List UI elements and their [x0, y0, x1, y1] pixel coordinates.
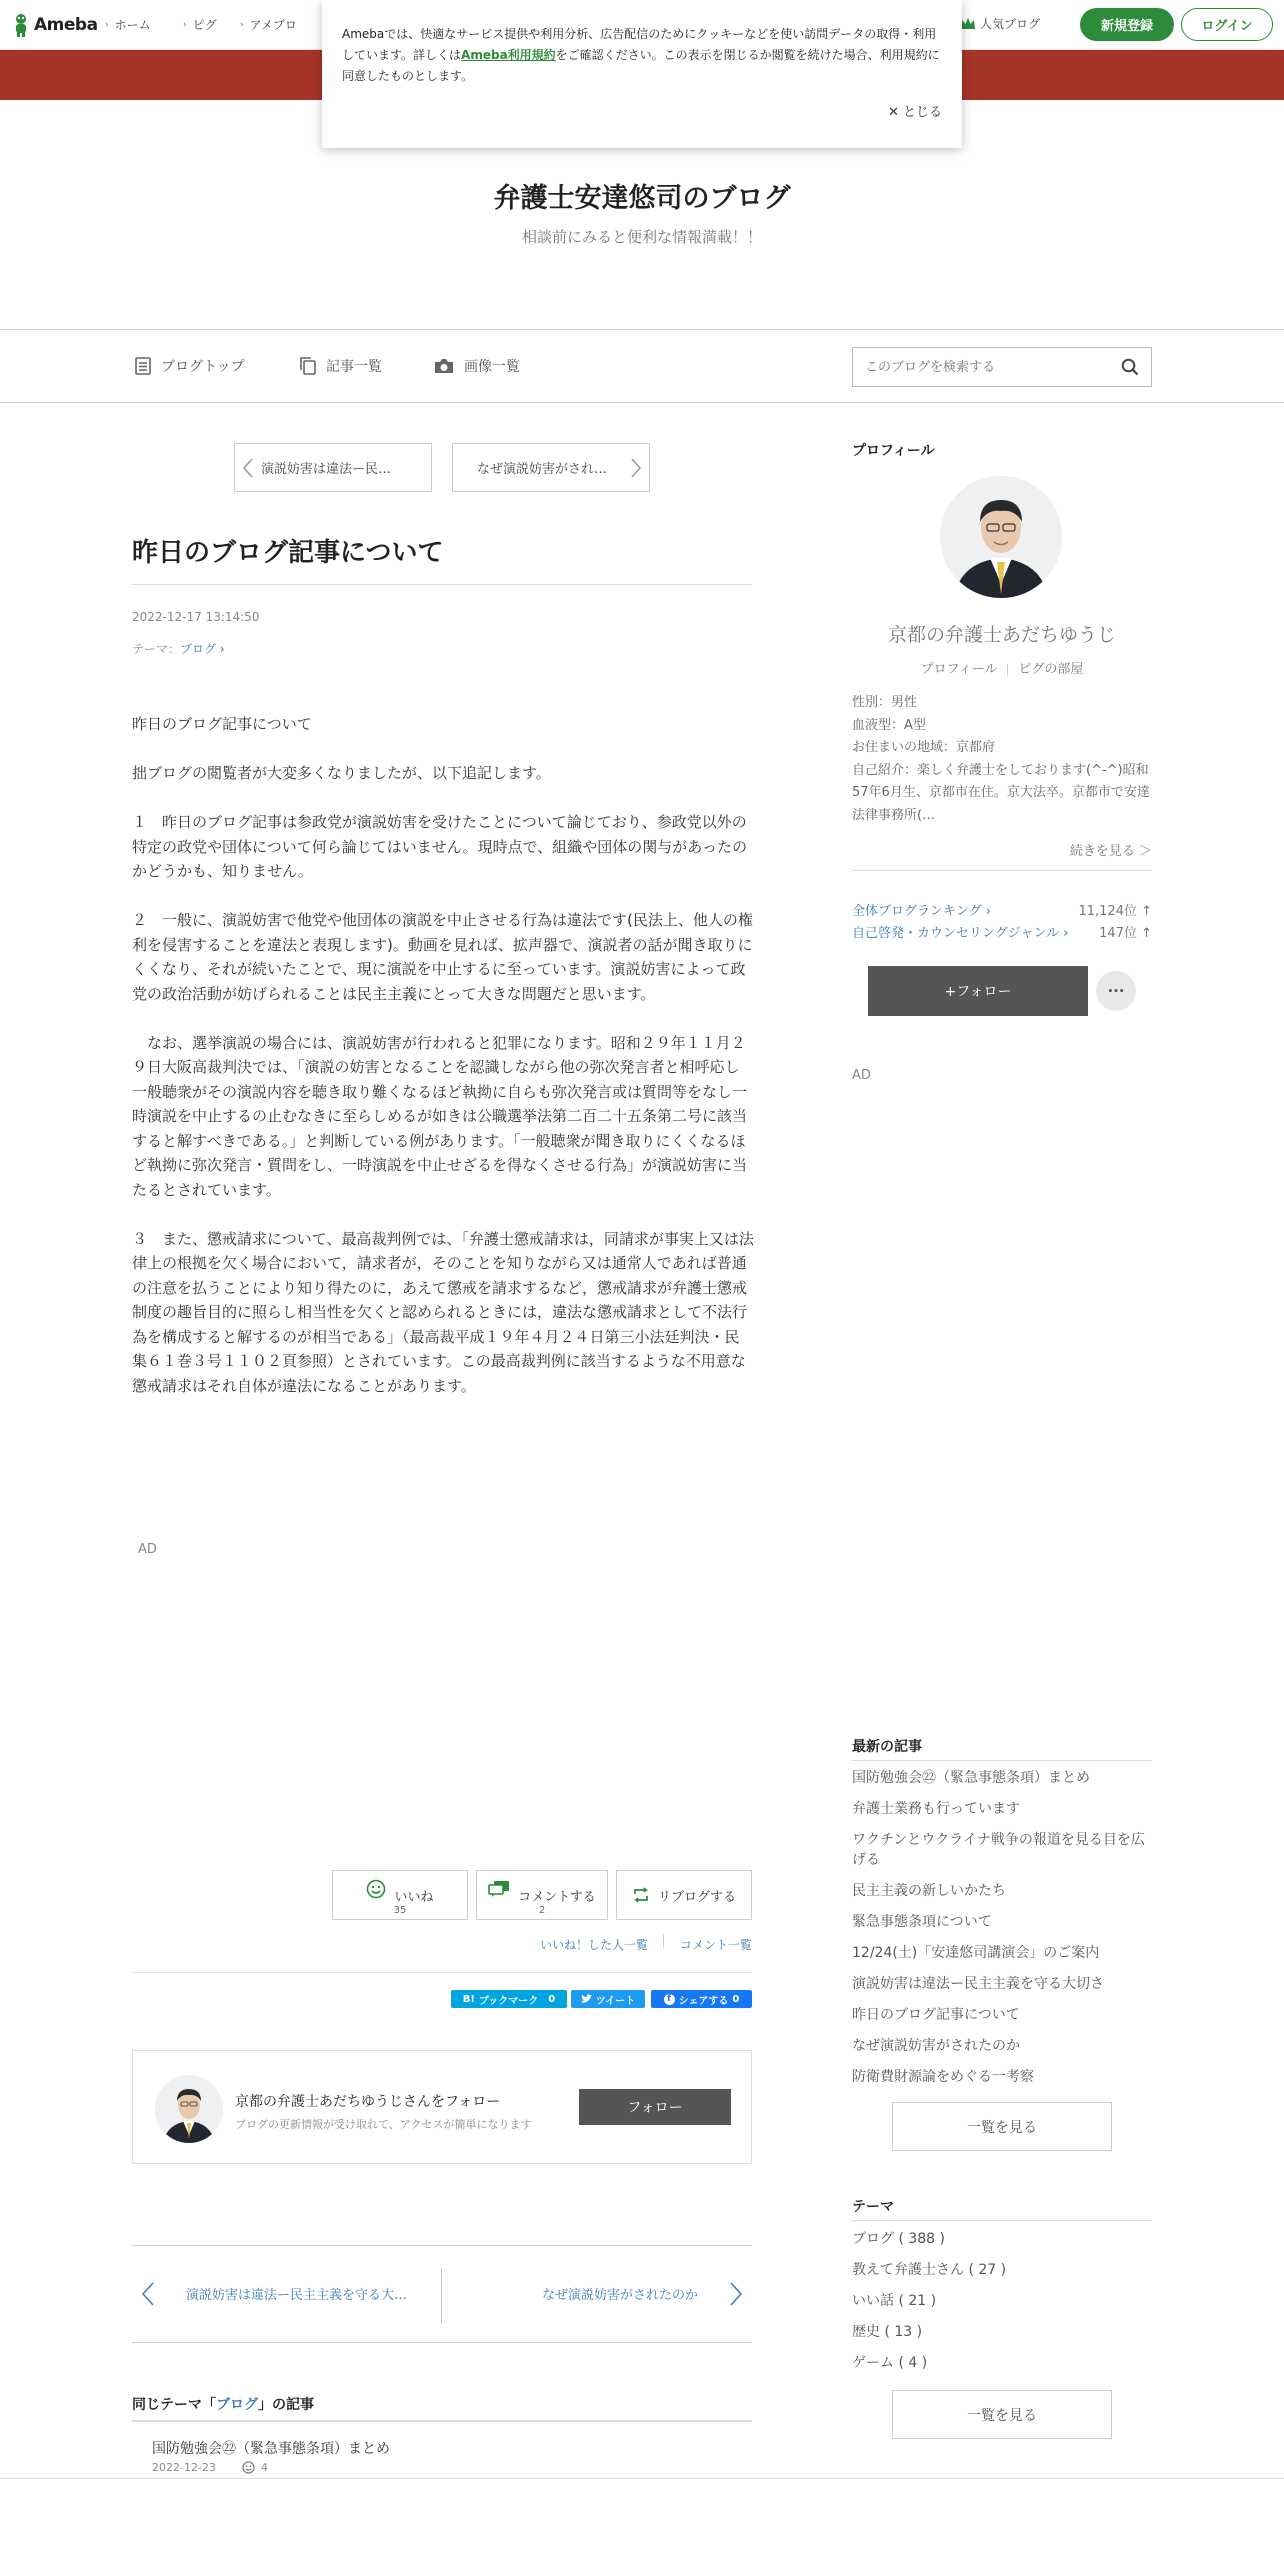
entry-paragraph: なお、選挙演説の場合には、演説妨害が行われると犯罪になります。昭和２９年１１月２９日大阪高裁判決では、「演説の妨害となることを認識しながら他の弥次発言者と相呼応し一般聴衆がその演説内容を聴き取り難くなるほど執拗に自らも弥次発言或は質問等をなし一時演説を中止するの止むなきに至らしめるが如きは公職選挙法第二百二十五条第二号に該当すると解すべきである。」と判断している例があります。「一般聴衆が聞き取りにくくなるほど執拗に弥次発言・質問をし、一時演説を中止せざるを得なくさせる行為」が演説妨害に当たるとされています。: [132, 1033, 748, 1199]
same-theme-prefix: 同じテーマ「: [132, 2397, 216, 2413]
entry-title: 昨日のブログ記事について: [132, 538, 444, 568]
facebook-count: 0: [732, 1993, 740, 2005]
nav-ameblo-label: アメブロ: [249, 18, 297, 32]
blog-top-link[interactable]: [135, 356, 245, 376]
profile-blood-type: 血液型：A型: [852, 717, 926, 733]
follow-button[interactable]: +フォロー: [868, 966, 1088, 1016]
theme-link[interactable]: ブログ: [180, 642, 217, 656]
nav-pig-label: ピグ: [192, 18, 217, 32]
same-theme-heading: [132, 2394, 314, 2414]
profile-name[interactable]: 京都の弁護士あだちゆうじ: [887, 624, 1116, 646]
popular-blogs-label: 人気ブログ: [980, 17, 1041, 31]
follow-box: [132, 2050, 752, 2164]
ameba-logo[interactable]: [12, 13, 98, 37]
latest-entry-link[interactable]: 緊急事態条項について: [852, 1914, 992, 1930]
same-theme-entry-date: 2022-12-23: [152, 2461, 216, 2474]
next-entry-link[interactable]: なぜ演説妨害がされたのか: [541, 2288, 698, 2303]
cookie-close-label: とじる: [902, 105, 942, 120]
ranking-genre: [852, 922, 1152, 941]
likes-list-link[interactable]: いいね！した人一覧: [540, 1938, 649, 1952]
ranking-overall: [852, 900, 1152, 919]
ranking-genre-value: 147位 ↑: [1099, 926, 1152, 941]
blog-nav: [0, 329, 1284, 403]
entry-date: 2022-12-17 13:14:50: [132, 610, 260, 624]
crown-icon: [960, 17, 976, 31]
divider: [0, 2478, 1284, 2479]
chevron-right-icon: ›: [1059, 926, 1069, 941]
entry-paragraph: ２ 一般に、演説妨害で他党や他団体の演説を中止させる行為は違法です(民法上、他人の権利を侵害することを違法と表現します)。動画を見れば、拡声器で、演説者の話が聞き取りにくくなり、それが続いたことで、現に演説を中止するに至っています。演説妨害によって政党の政治活動が妨げられることは民主主義にとって大きな問題だと思います。: [132, 911, 753, 1003]
same-theme-link[interactable]: ブログ: [216, 2397, 258, 2413]
next-entry-button[interactable]: [452, 443, 650, 492]
blog-top-label: ブログトップ: [161, 359, 245, 375]
entry-navigation: [132, 2245, 752, 2343]
prev-entry-link[interactable]: 演説妨害は違法ー民主主義を守る大…: [186, 2288, 408, 2303]
search-icon[interactable]: [1121, 358, 1139, 376]
entry-theme: [132, 640, 225, 657]
like-button[interactable]: [332, 1870, 468, 1920]
avatar: [155, 2075, 223, 2143]
nav-home-label: ホーム: [114, 18, 151, 32]
chevron-left-icon[interactable]: [142, 2282, 154, 2306]
prev-entry-button[interactable]: [234, 443, 432, 492]
camera-icon: [434, 358, 454, 374]
tweet-button[interactable]: [571, 1990, 645, 2008]
entry-paragraph: 昨日のブログ記事について: [132, 715, 312, 733]
chevron-right-icon: ›: [216, 642, 225, 656]
prev-entry-label: 演説妨害は違法ー民…: [261, 462, 392, 477]
smile-icon: [366, 1879, 386, 1899]
terms-link[interactable]: Ameba利用規約: [461, 48, 556, 62]
profile-heading: プロフィール: [852, 443, 935, 459]
close-icon: ✕: [887, 105, 903, 120]
nav-ameblo[interactable]: [240, 16, 297, 33]
latest-entry-link[interactable]: ワクチンとウクライナ戦争の報道を見る目を広げる: [852, 1832, 1145, 1868]
cookie-text-2: をご確認ください。この表示を閉じるか閲覧を続けた場合、利用規約に同意したものとします。: [342, 48, 940, 83]
chevron-left-icon: [243, 458, 253, 478]
hatena-label: ブックマーク: [478, 1995, 539, 2007]
comments-list-link[interactable]: コメント一覧: [680, 1938, 753, 1952]
same-theme-entry-link[interactable]: 国防勉強会㉒（緊急事態条項）まとめ: [152, 2441, 390, 2457]
cookie-consent-dialog: [322, 0, 962, 148]
divider: [132, 2420, 752, 2422]
facebook-label: シェアする: [678, 1995, 729, 2007]
divider: [852, 870, 1152, 871]
comment-count: 2: [538, 1905, 546, 1916]
follow-title: 京都の弁護士あだちゆうじさんをフォロー: [235, 2094, 501, 2110]
profile-more-link[interactable]: 続きを見る ＞: [1069, 844, 1152, 859]
theme-heading: テーマ: [852, 2199, 894, 2215]
hatena-count: 0: [548, 1993, 556, 2005]
theme-item[interactable]: 歴史 ( 13 ): [852, 2324, 923, 2340]
latest-entries-heading: 最新の記事: [852, 1739, 922, 1755]
hatena-icon: B!: [462, 1993, 475, 2005]
divider: [852, 1760, 1152, 1761]
ranking-genre-link[interactable]: 自己啓発・カウンセリングジャンル: [852, 926, 1060, 941]
divider: [441, 2268, 442, 2324]
nav-pig[interactable]: [183, 16, 217, 33]
same-theme-entry-likes: 4: [260, 2461, 268, 2474]
entry-body: [132, 712, 754, 1423]
facebook-icon: f: [664, 1994, 675, 2005]
chevron-right-icon: ›: [105, 19, 109, 30]
twitter-icon: [581, 1994, 592, 2004]
latest-entry-link[interactable]: 演説妨害は違法ー民主主義を守る大切さ: [852, 1976, 1104, 1992]
theme-item[interactable]: ゲーム ( 4 ): [852, 2355, 928, 2371]
theme-label: テーマ：: [132, 642, 181, 656]
theme-list: [852, 2229, 1152, 2384]
chevron-right-icon: ›: [240, 19, 244, 30]
hatena-bookmark-button[interactable]: [451, 1990, 567, 2008]
image-list-label: 画像一覧: [464, 359, 520, 375]
pig-room-link[interactable]: ピグの部屋: [1018, 662, 1084, 677]
reblog-label: リブログする: [657, 1889, 736, 1905]
divider: [132, 1972, 752, 1973]
like-label: いいね: [394, 1889, 434, 1905]
divider: [1007, 664, 1008, 676]
smile-icon: [242, 2461, 255, 2474]
copy-icon: [300, 357, 316, 375]
more-options-icon[interactable]: ···: [1096, 971, 1136, 1011]
theme-item[interactable]: ブログ ( 388 ): [852, 2231, 945, 2247]
chevron-right-icon: [631, 458, 641, 478]
same-theme-suffix: 」の記事: [258, 2397, 314, 2413]
divider: [132, 584, 752, 585]
reblog-icon: [632, 1887, 650, 1903]
comment-button[interactable]: [476, 1870, 608, 1920]
ranking-overall-link[interactable]: 全体ブログランキング: [852, 904, 982, 919]
nav-home[interactable]: [105, 16, 151, 33]
ad-label: AD: [138, 1542, 157, 1557]
follow-button[interactable]: フォロー: [579, 2089, 731, 2125]
popular-blogs-link[interactable]: [960, 15, 1040, 32]
next-entry-label: なぜ演説妨害がされ…: [477, 462, 608, 477]
tweet-label: ツイート: [595, 1995, 636, 2007]
divider: [852, 2220, 1152, 2221]
latest-entry-link[interactable]: なぜ演説妨害がされたのか: [852, 2038, 1020, 2054]
ad-label: AD: [852, 1068, 871, 1083]
logo-text: Ameba: [34, 15, 98, 35]
chevron-right-icon[interactable]: [730, 2282, 742, 2306]
ranking-overall-value: 11,124位 ↑: [1078, 904, 1152, 919]
blog-search: [852, 347, 1152, 387]
latest-entry-link[interactable]: 民主主義の新しいかたち: [852, 1883, 1006, 1899]
divider: [663, 1934, 664, 1948]
profile-intro: 自己紹介：楽しく弁護士をしております(^-^)昭和57年6月生、京都市在住。京大法卒。京都市で安達法律事務所(…: [852, 762, 1150, 823]
profile-link[interactable]: プロフィール: [920, 662, 998, 677]
document-icon: [135, 357, 151, 375]
theme-list-more-button[interactable]: 一覧を見る: [892, 2390, 1112, 2439]
latest-entries-list: [852, 1768, 1152, 2098]
entry-paragraph: 拙ブログの閲覧者が大変多くなりましたが、以下追記します。: [132, 764, 551, 782]
theme-item[interactable]: いい話 ( 21 ): [852, 2293, 937, 2309]
cookie-close-button[interactable]: [888, 102, 942, 123]
latest-entry-link[interactable]: 国防勉強会㉒（緊急事態条項）まとめ: [852, 1770, 1090, 1786]
like-count: 35: [393, 1905, 407, 1916]
entry-list-label: 記事一覧: [326, 359, 382, 375]
login-button[interactable]: ログイン: [1181, 8, 1273, 41]
latest-entry-link[interactable]: 防衛費財源論をめぐる一考察: [852, 2069, 1034, 2085]
latest-entry-link[interactable]: 12/24(土)「安達悠司講演会」のご案内: [852, 1945, 1100, 1961]
latest-entry-link[interactable]: 弁護士業務も行っています: [852, 1801, 1020, 1817]
theme-item[interactable]: 教えて弁護士さん ( 27 ): [852, 2262, 1007, 2278]
avatar[interactable]: [940, 476, 1062, 598]
profile-region: お住まいの地域：京都府: [852, 740, 996, 755]
blog-search-input[interactable]: [853, 348, 1103, 386]
cookie-text-1: Amebaでは、快適なサービス提供や利用分析、広告配信のためにクッキーなどを使い訪問データの取得・利用しています。詳しくは: [342, 27, 937, 62]
reblog-button[interactable]: [616, 1870, 752, 1920]
chevron-right-icon: ›: [981, 904, 991, 919]
follow-description: ブログの更新情報が受け取れて、アクセスが簡単になります: [235, 2118, 532, 2131]
facebook-share-button[interactable]: [651, 1990, 752, 2008]
blog-title[interactable]: 弁護士安達悠司のブログ: [493, 183, 791, 214]
profile-info: [852, 692, 1152, 827]
image-list-link[interactable]: [434, 356, 520, 376]
profile-links: [852, 658, 1152, 677]
profile-gender: 性別：男性: [852, 695, 918, 710]
blog-subtitle: 相談前にみると便利な情報満載！！: [521, 228, 762, 246]
entry-paragraph: １ 昨日のブログ記事は参政党が演説妨害を受けたことについて論じており、参政党以外の特定の政党や団体について何ら論じてはいません。現時点で、組織や団体の関与があったのかどうかも、知りません。: [132, 813, 748, 880]
comment-label: コメントする: [518, 1889, 596, 1905]
comment-icon: [488, 1880, 510, 1898]
entry-paragraph: ３ また、懲戒請求について、最高裁判例では、「弁護士懲戒請求は，同請求が事実上又は法律上の根拠を欠く場合において，請求者が，そのことを知りながら又は通常人であれば普通の注意を払うことにより知り得たのに，あえて懲戒を請求するなど，懲戒請求が弁護士懲戒制度の趣旨目的に照らし相当性を欠くと認められるときには，違法な懲戒請求として不法行為を構成すると解するのが相当である」（最高裁平成１９年４月２４日第三小法廷判決・民集６１巻３号１１０２頁参照）とされています。この最高裁判例に該当するような不用意な懲戒請求はそれ自体が違法になることがあります。: [132, 1229, 754, 1395]
chevron-right-icon: ›: [183, 19, 187, 30]
register-button[interactable]: 新規登録: [1080, 8, 1174, 41]
entry-list-link[interactable]: [300, 356, 382, 376]
same-theme-entry-meta: [152, 2461, 268, 2474]
ameba-mascot-icon: [12, 13, 30, 37]
latest-entry-link[interactable]: 昨日のブログ記事について: [852, 2007, 1020, 2023]
latest-list-more-button[interactable]: 一覧を見る: [892, 2102, 1112, 2151]
